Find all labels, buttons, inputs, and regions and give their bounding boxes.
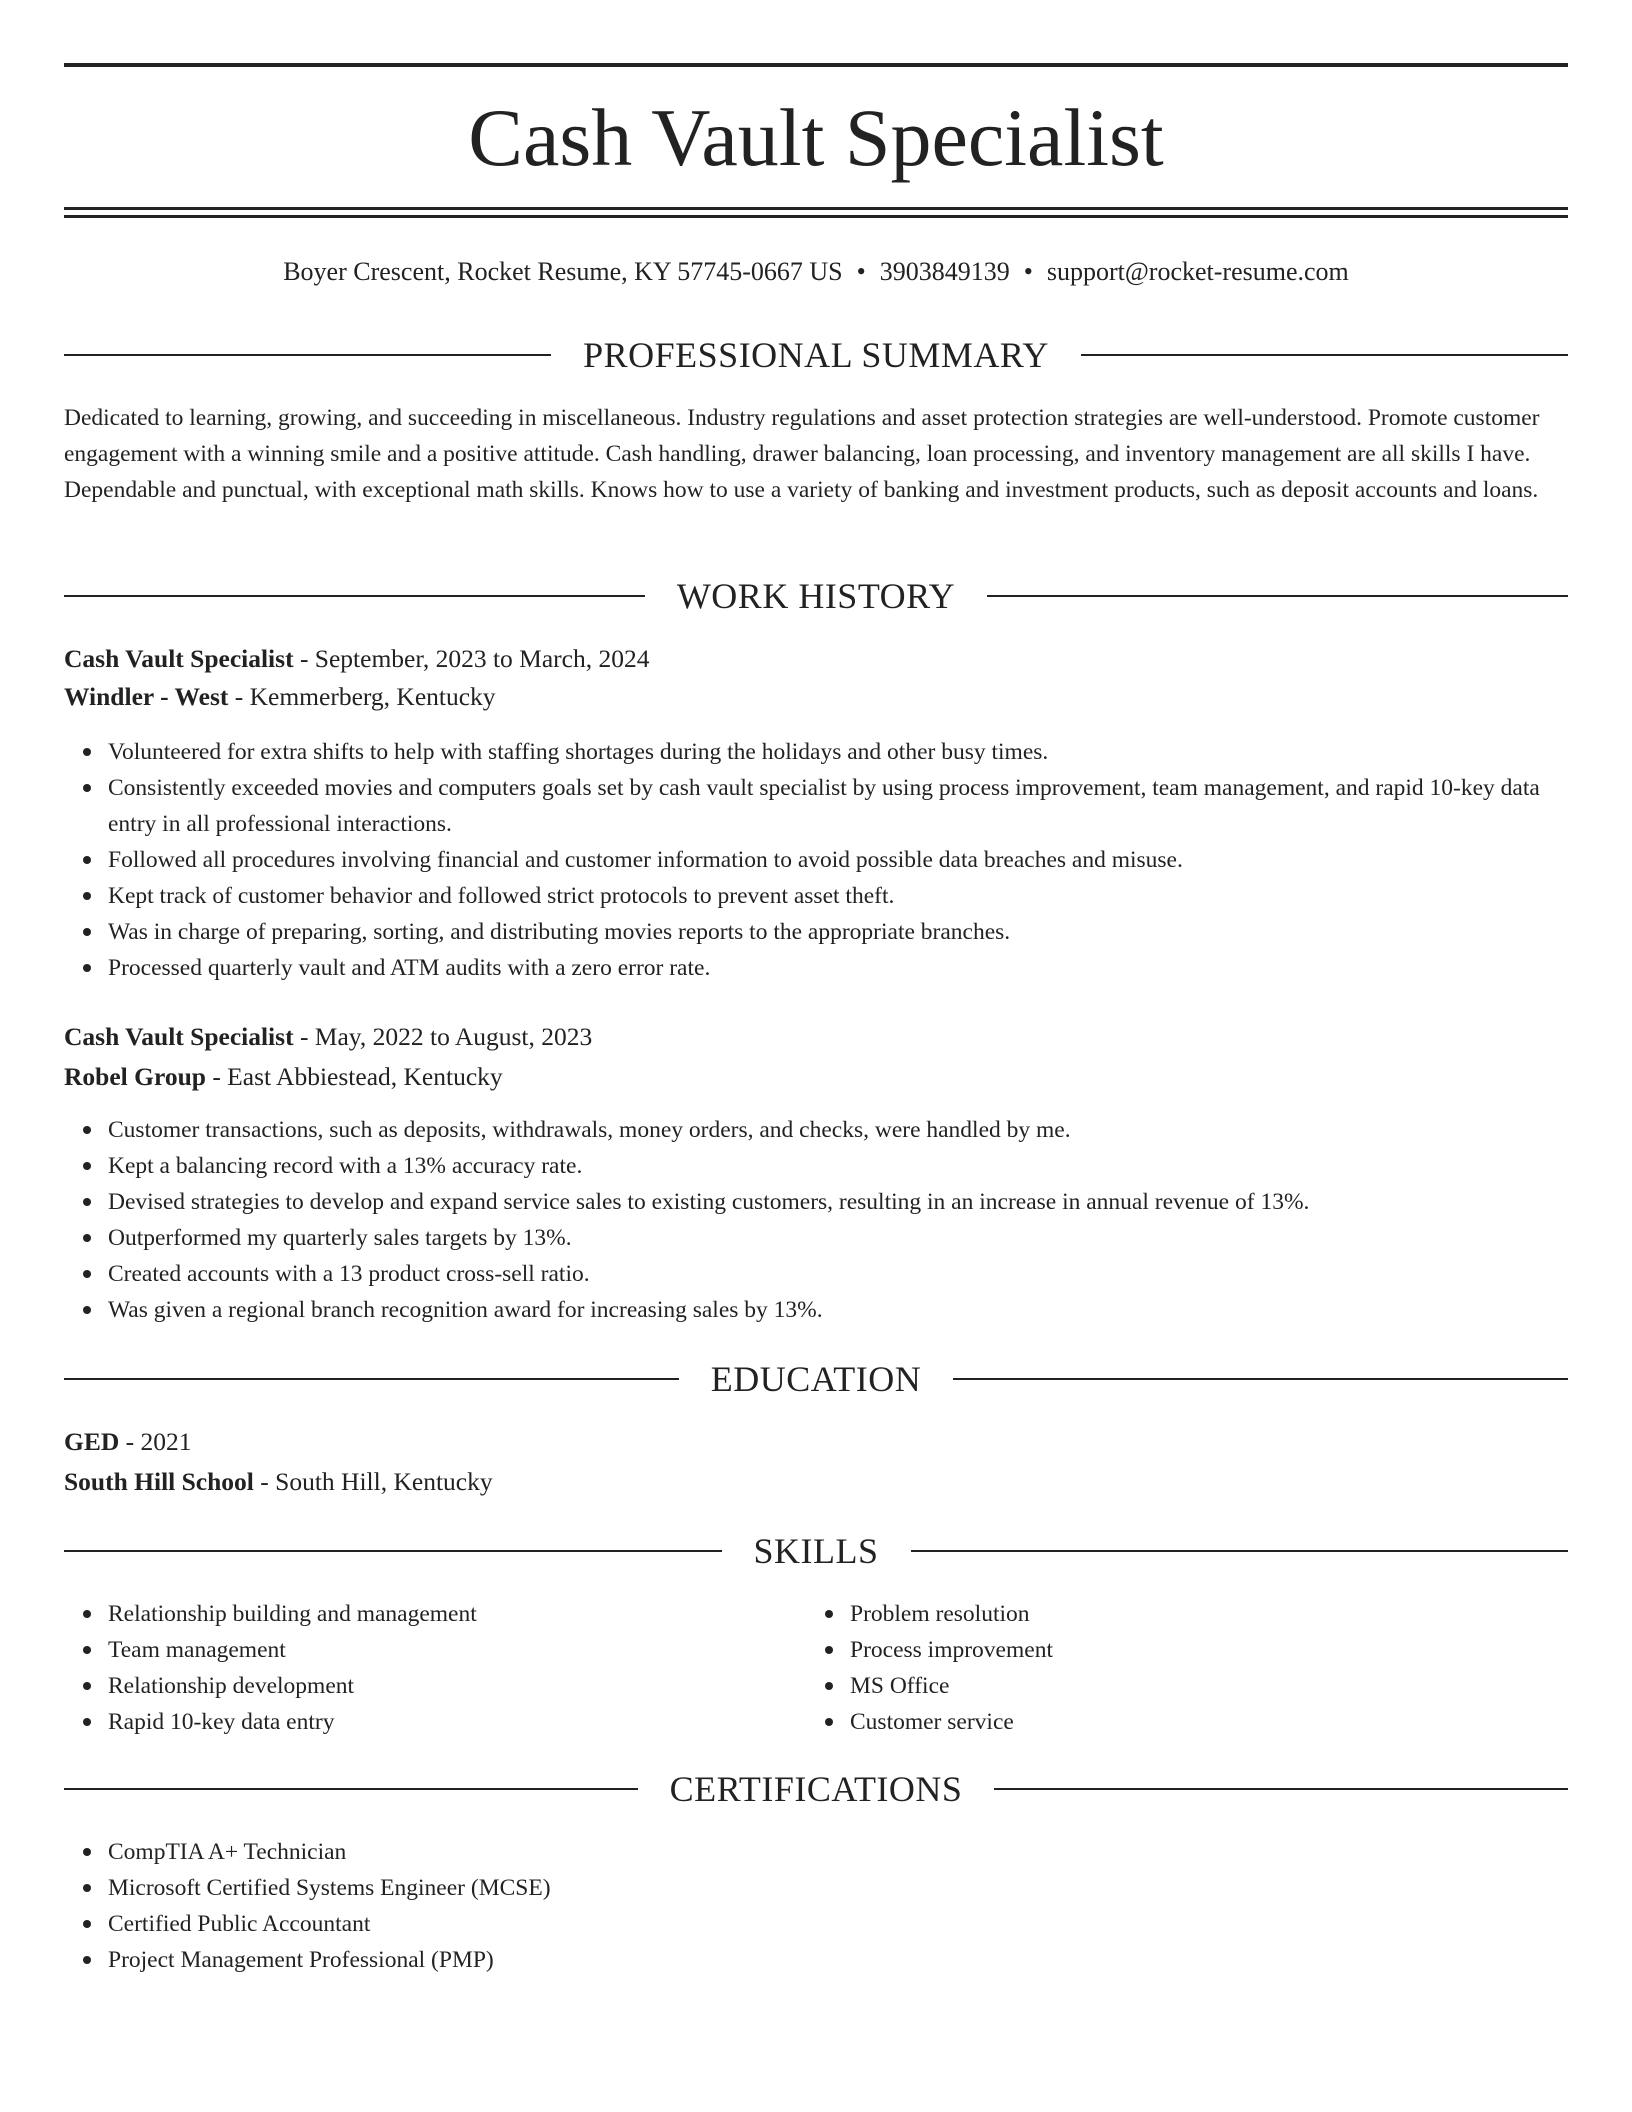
skills-list-right xyxy=(806,1596,1550,1740)
education-degree-line xyxy=(64,1424,1568,1460)
section-title-education xyxy=(64,1357,1568,1401)
list-item: Processed quarterly vault and ATM audits with a zero error rate. xyxy=(108,950,1568,986)
list-item: Created accounts with a 13 product cross-sell ratio. xyxy=(108,1256,1568,1292)
job-2-title-line xyxy=(64,1019,1568,1055)
list-item: MS Office xyxy=(850,1668,1550,1704)
section-label: WORK HISTORY xyxy=(676,576,956,616)
job-1-title-line xyxy=(64,641,1568,677)
job-1-company-line xyxy=(64,679,1568,715)
section-label: SKILLS xyxy=(753,1531,879,1571)
job-2-company-line xyxy=(64,1059,1568,1095)
job-location: - Kemmerberg, Kentucky xyxy=(228,682,496,711)
header-double-rule-upper xyxy=(64,207,1568,210)
section-rule-left xyxy=(64,1788,638,1790)
section-rule-right xyxy=(953,1378,1568,1380)
list-item: Project Management Professional (PMP) xyxy=(108,1942,1568,1978)
list-item: Relationship building and management xyxy=(108,1596,808,1632)
job-1-bullets xyxy=(64,734,1568,986)
section-rule-right xyxy=(987,595,1568,597)
contact-address: Boyer Crescent, Rocket Resume, KY 57745-0667 US xyxy=(283,257,843,286)
list-item: Consistently exceeded movies and computers goals set by cash vault specialist by using process improvement, team management, and rapid 10-key data entry in all professional interactions. xyxy=(108,770,1568,842)
header-double-rule-lower xyxy=(64,215,1568,218)
job-role: Cash Vault Specialist xyxy=(64,644,294,673)
education-year: - 2021 xyxy=(119,1427,192,1456)
list-item: Kept track of customer behavior and followed strict protocols to prevent asset theft. xyxy=(108,878,1568,914)
contact-email: support@rocket-resume.com xyxy=(1046,257,1349,286)
resume-name: Cash Vault Specialist xyxy=(468,92,1164,183)
list-item: Was given a regional branch recognition award for increasing sales by 13%. xyxy=(108,1292,1568,1328)
list-item: Outperformed my quarterly sales targets by 13%. xyxy=(108,1220,1568,1256)
header-top-rule xyxy=(64,63,1568,67)
section-rule-left xyxy=(64,595,645,597)
job-dates: - September, 2023 to March, 2024 xyxy=(293,644,650,673)
job-company: Robel Group xyxy=(64,1062,206,1091)
section-label: PROFESSIONAL SUMMARY xyxy=(583,335,1049,375)
summary-text: Dedicated to learning, growing, and succeeding in miscellaneous. Industry regulations and asset protection strategies are well-understood. Promote customer engagement with a winning smile and a positive attitude. Cash handling, drawer balancing, loan processing, and inventory management are all skills I have. Dependable and punctual, with exceptional math skills. Knows how to use a variety of banking and investment products, such as deposit accounts and loans. xyxy=(64,405,1540,503)
list-item: Microsoft Certified Systems Engineer (MCSE) xyxy=(108,1870,1568,1906)
list-item: Followed all procedures involving financial and customer information to avoid possible data breaches and misuse. xyxy=(108,842,1568,878)
section-label: CERTIFICATIONS xyxy=(669,1769,963,1809)
list-item: Relationship development xyxy=(108,1668,808,1704)
contact-line xyxy=(64,255,1568,289)
section-rule-left xyxy=(64,1550,722,1552)
education-school: South Hill School xyxy=(64,1467,254,1496)
section-label: EDUCATION xyxy=(710,1359,922,1399)
list-item: Customer transactions, such as deposits, withdrawals, money orders, and checks, were handled by me. xyxy=(108,1112,1568,1148)
skills-list-left xyxy=(64,1596,808,1740)
list-item: CompTIA A+ Technician xyxy=(108,1834,1568,1870)
job-company: Windler - West xyxy=(64,682,229,711)
section-rule-left xyxy=(64,354,551,356)
section-rule-right xyxy=(1081,354,1568,356)
job-2-bullets xyxy=(64,1112,1568,1328)
list-item: Rapid 10-key data entry xyxy=(108,1704,808,1740)
list-item: Team management xyxy=(108,1632,808,1668)
certifications-list xyxy=(64,1834,1568,1978)
contact-separator: • xyxy=(1023,257,1033,286)
education-location: - South Hill, Kentucky xyxy=(253,1467,493,1496)
contact-separator: • xyxy=(856,257,866,286)
section-rule-right xyxy=(911,1550,1569,1552)
list-item: Volunteered for extra shifts to help with staffing shortages during the holidays and other busy times. xyxy=(108,734,1568,770)
section-rule-right xyxy=(994,1788,1568,1790)
job-role: Cash Vault Specialist xyxy=(64,1022,294,1051)
job-location: - East Abbiestead, Kentucky xyxy=(205,1062,503,1091)
list-item: Was in charge of preparing, sorting, and distributing movies reports to the appropriate branches. xyxy=(108,914,1568,950)
job-dates: - May, 2022 to August, 2023 xyxy=(293,1022,593,1051)
section-title-skills xyxy=(64,1529,1568,1573)
section-rule-left xyxy=(64,1378,679,1380)
list-item: Kept a balancing record with a 13% accuracy rate. xyxy=(108,1148,1568,1184)
list-item: Devised strategies to develop and expand service sales to existing customers, resulting in an increase in annual revenue of 13%. xyxy=(108,1184,1568,1220)
section-title-work-history xyxy=(64,574,1568,618)
section-title-summary xyxy=(64,333,1568,377)
section-title-certifications xyxy=(64,1767,1568,1811)
list-item: Problem resolution xyxy=(850,1596,1550,1632)
list-item: Customer service xyxy=(850,1704,1550,1740)
education-school-line xyxy=(64,1464,1568,1500)
education-degree: GED xyxy=(64,1427,120,1456)
list-item: Certified Public Accountant xyxy=(108,1906,1568,1942)
contact-phone: 3903849139 xyxy=(879,257,1010,286)
list-item: Process improvement xyxy=(850,1632,1550,1668)
